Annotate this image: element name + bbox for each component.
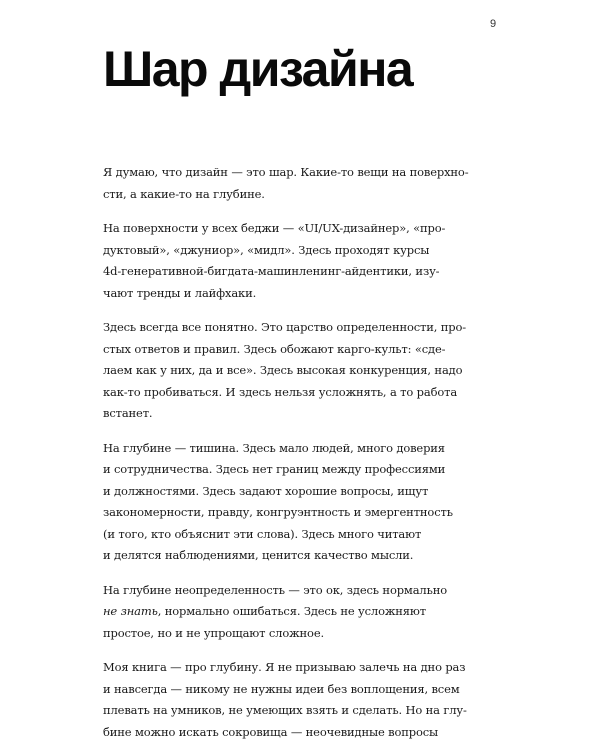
text-line: На глубине — тишина. Здесь мало людей, много доверия (103, 440, 445, 455)
text-line: и должностями. Здесь задают хорошие вопросы, ищут (103, 483, 429, 498)
paragraph (103, 162, 483, 205)
chapter-title: Шар дизайна (103, 41, 413, 97)
body-text (103, 162, 483, 756)
text-line: и навсегда — никому не нужны идеи без воплощения, всем (103, 681, 460, 696)
text-line: чают тренды и лайфхаки. (103, 285, 257, 300)
page-number: 9 (490, 18, 497, 30)
text-line: На глубине неопределенность — это ок, здесь нормально (103, 582, 447, 597)
italic-phrase: не знать (103, 604, 158, 618)
text-line: На поверхности у всех беджи — «UI/UX-дизайнер», «про- (103, 221, 446, 235)
text-line: закономерности, правду, конгруэнтность и эмергентность (103, 505, 453, 519)
text-line: плевать на умников, не умеющих взять и сделать. Но на глу- (103, 703, 467, 717)
text-line: сти, а какие-то на глубине. (103, 186, 265, 201)
text-line: дуктовый», «джуниор», «мидл». Здесь проходят курсы (103, 242, 430, 257)
text-line: 4d-генеративной-бигдата-машинленинг-айдентики, изу- (103, 264, 440, 278)
text-fragment: , нормально ошибаться. Здесь не усложняют (157, 604, 426, 618)
paragraph (103, 218, 483, 304)
text-line: Я думаю, что дизайн — это шар. Какие-то вещи на поверхно- (103, 165, 469, 179)
text-line: Здесь всегда все понятно. Это царство определенности, про- (103, 320, 467, 334)
text-line: Моя книга — про глубину. Я не призываю залечь на дно раз (103, 660, 466, 674)
paragraph (103, 317, 483, 425)
text-line: и сотрудничества. Здесь нет границ между профессиями (103, 462, 446, 476)
text-line: как-то пробиваться. И здесь нельзя усложнять, а то работа (103, 384, 458, 399)
text-line: (и того, кто объяснит эти слова). Здесь много читают (103, 526, 422, 541)
paragraph (103, 657, 483, 743)
text-line: бине можно искать сокровища — неочевидные вопросы (103, 724, 439, 739)
text-line: лаем как у них, да и все». Здесь высокая конкуренция, надо (103, 363, 463, 377)
text-line: простое, но и не упрощают сложное. (103, 625, 324, 640)
text-line: и делятся наблюдениями, ценится качество мысли. (103, 548, 414, 562)
paragraph (103, 580, 483, 645)
text-line (103, 601, 483, 623)
text-line: встанет. (103, 406, 153, 420)
text-line: стых ответов и правил. Здесь обожают карго-культ: «сде- (103, 341, 446, 356)
paragraph (103, 438, 483, 567)
